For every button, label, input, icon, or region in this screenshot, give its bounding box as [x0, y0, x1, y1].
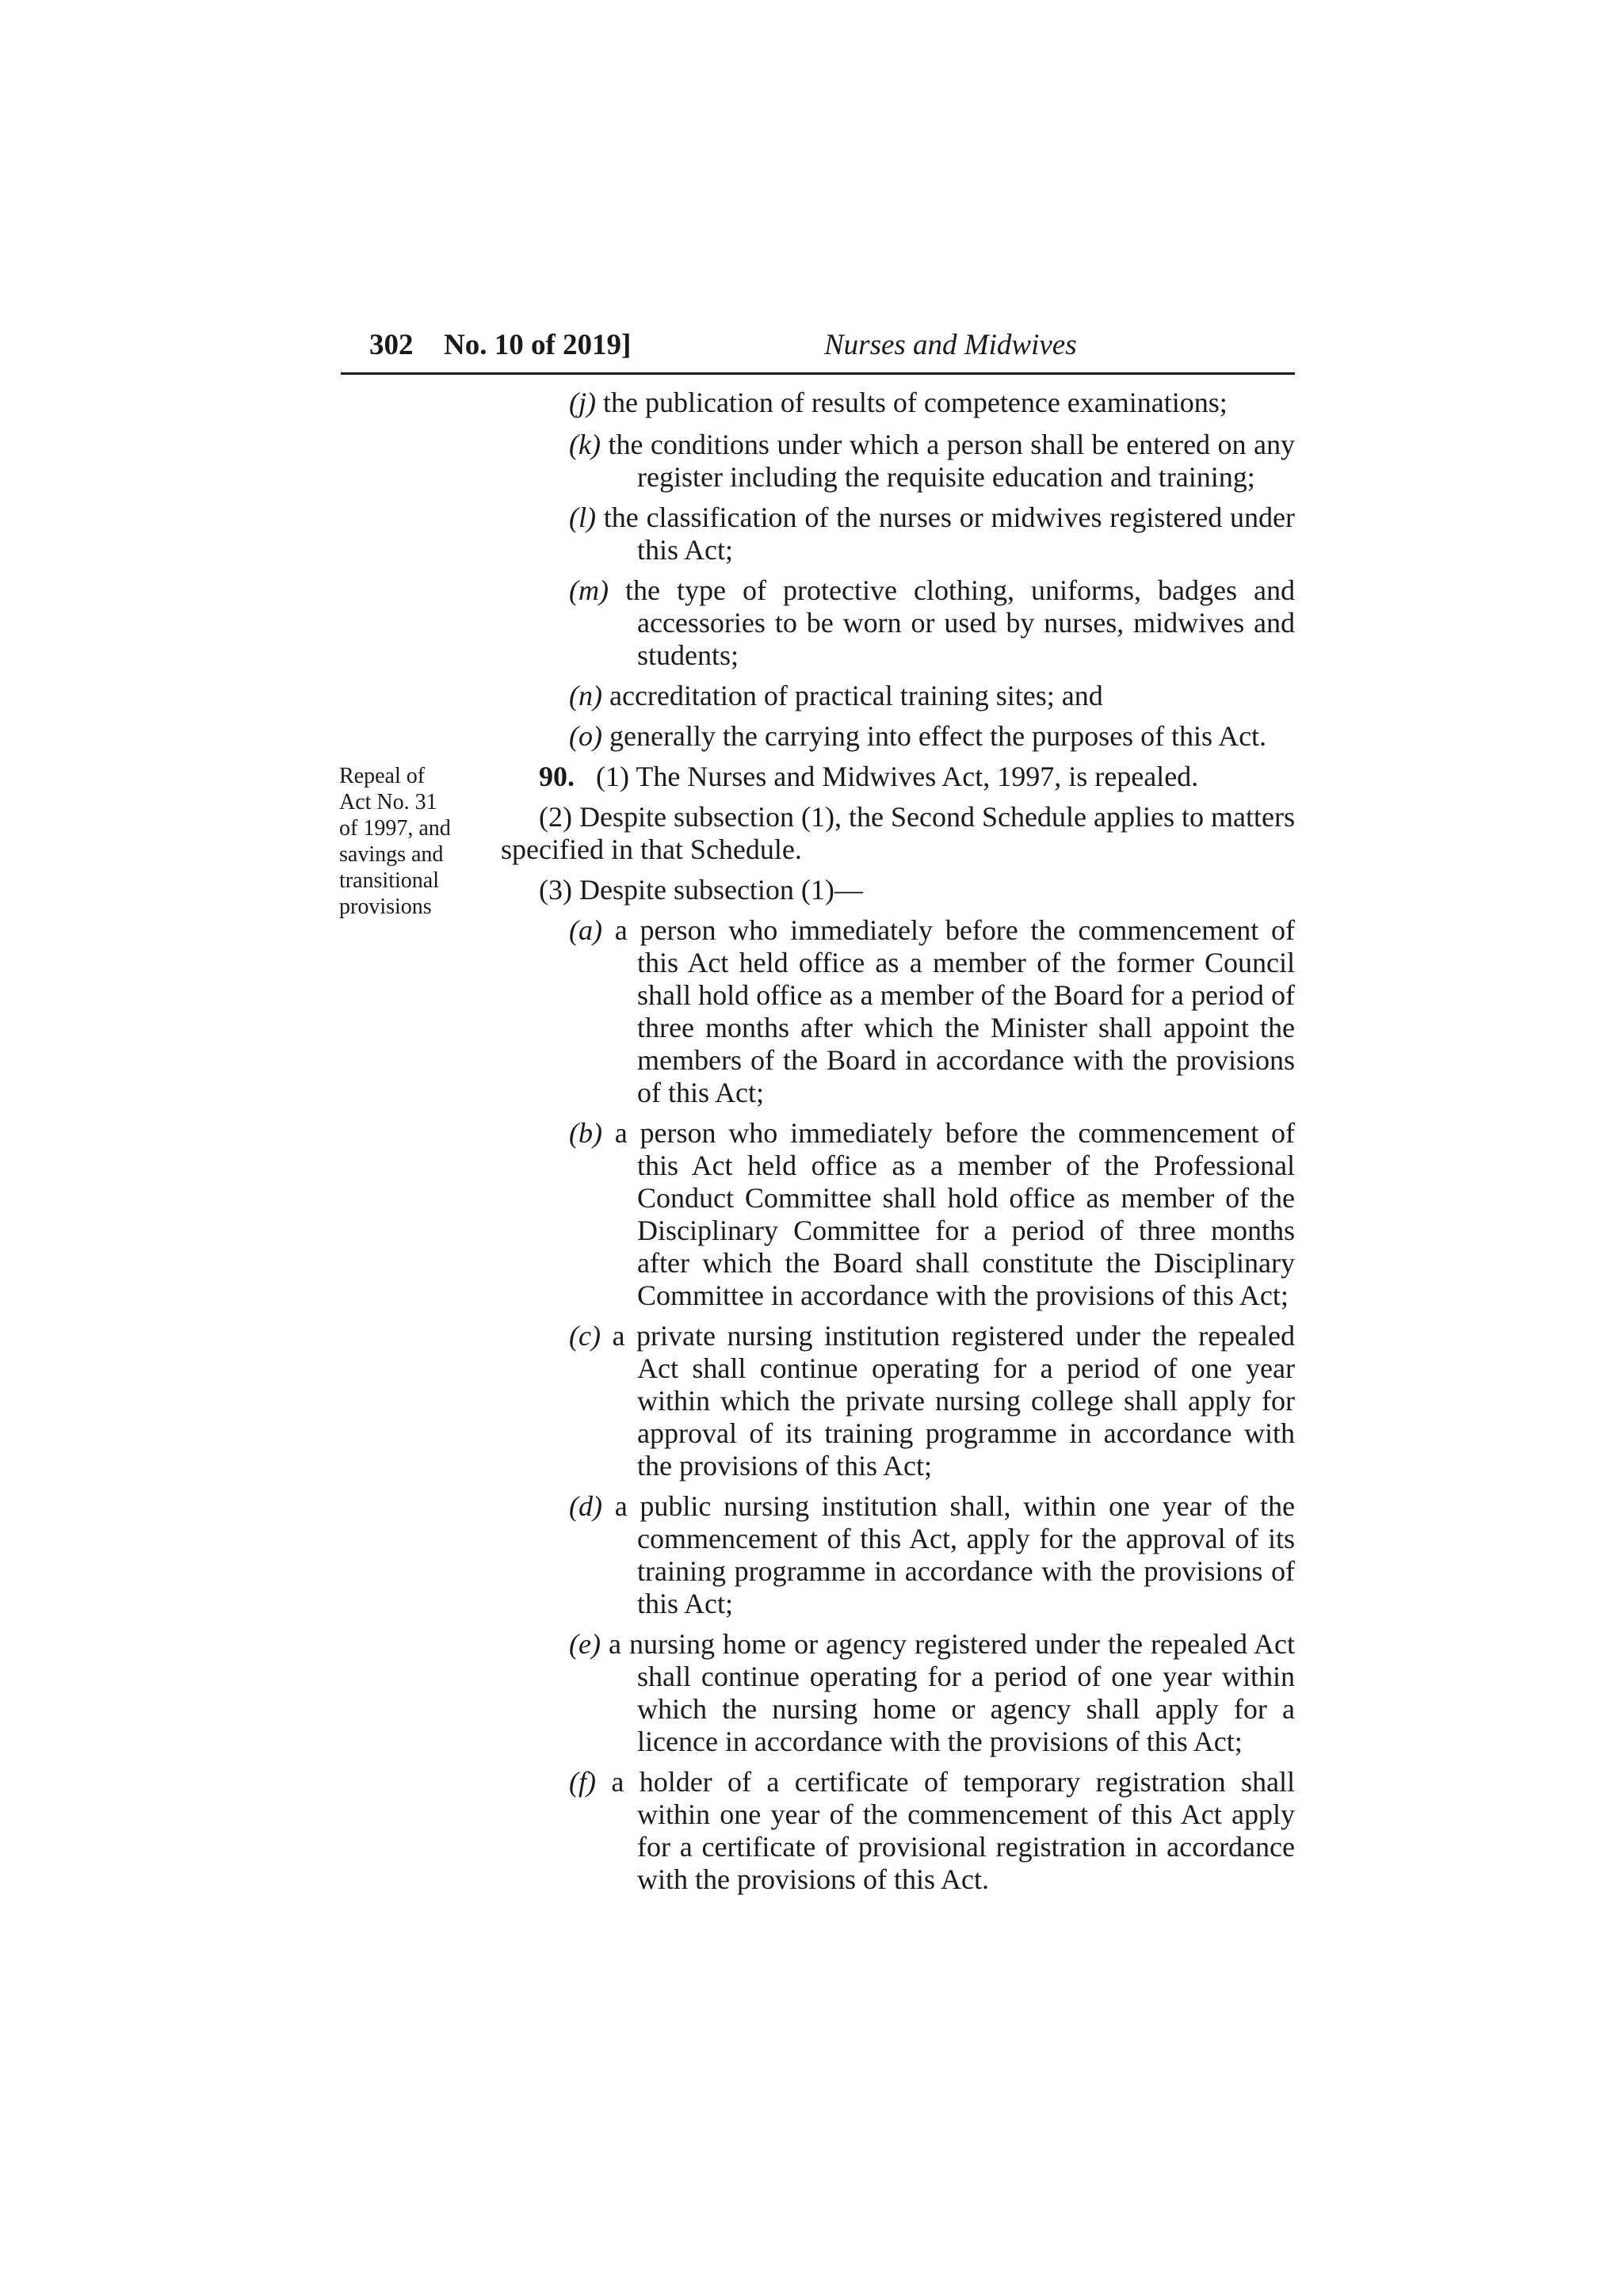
list-item — [569, 574, 1295, 672]
list-item — [569, 680, 1295, 712]
act-number: No. 10 of 2019] — [444, 329, 632, 361]
margin-note-line: of 1997, and — [339, 816, 451, 841]
item-label: (d) — [569, 1490, 602, 1522]
item-text: the type of protective clothing, uniforms, badges and accessories to be worn or used by nurses, midwives and students; — [608, 574, 1295, 671]
item-text: the publication of results of competence examinations; — [595, 387, 1228, 418]
running-title: Nurses and Midwives — [824, 329, 1077, 361]
list-item — [569, 429, 1295, 494]
item-text: the classification of the nurses or midwives registered under this Act; — [595, 502, 1295, 566]
item-label: (f) — [569, 1766, 596, 1798]
item-label: (o) — [569, 720, 602, 752]
list-item — [569, 387, 1295, 419]
list-item — [569, 1766, 1295, 1896]
item-label: (e) — [569, 1628, 601, 1660]
section-90-subsection-3: (3) Despite subsection (1)— — [539, 874, 863, 906]
item-text: a person who immediately before the commencement of this Act held office as a member of the former Council shall hold office as a member of the Board for a period of three months after which the Minister shall appoint the members of the Board in accordance with the provisions of this Act; — [601, 914, 1295, 1108]
item-label: (k) — [569, 429, 601, 460]
section-90-subsection-1 — [539, 761, 1295, 793]
subsection-text: (1) The Nurses and Midwives Act, 1997, is repealed. — [596, 761, 1199, 792]
section-90-subsection-2: (2) Despite subsection (1), the Second Schedule applies to matters specified in that Schedule. — [501, 801, 1295, 865]
margin-note-line: Act No. 31 — [339, 790, 437, 814]
margin-note-line: provisions — [339, 894, 432, 919]
item-label: (c) — [569, 1320, 601, 1352]
list-item — [569, 1117, 1295, 1312]
list-item — [569, 1490, 1295, 1620]
margin-note-line: savings and — [339, 842, 444, 867]
list-item — [569, 914, 1295, 1109]
list-item — [569, 1628, 1295, 1758]
margin-note — [339, 763, 482, 920]
item-label: (a) — [569, 914, 602, 946]
margin-note-line: Repeal of — [339, 764, 426, 788]
page-header — [341, 322, 1295, 375]
item-label: (m) — [569, 574, 609, 606]
list-item — [569, 720, 1295, 753]
item-label: (n) — [569, 680, 602, 711]
page-number: 302 — [369, 329, 414, 361]
item-label: (l) — [569, 502, 596, 533]
item-text: a public nursing institution shall, within one year of the commencement of this Act, apply for the approval of its training programme in accordance with the provisions of this Act; — [601, 1490, 1295, 1619]
section-number: 90. — [539, 761, 575, 792]
list-item — [569, 502, 1295, 566]
item-text: a nursing home or agency registered under the repealed Act shall continue operating for a period of one year within which the nursing home or agency shall apply for a licence in accordance with the provisions of this Act; — [600, 1628, 1295, 1757]
item-label: (b) — [569, 1117, 602, 1149]
item-label: (j) — [569, 387, 596, 418]
margin-note-line: transitional — [339, 868, 439, 893]
document-body — [501, 387, 1295, 1904]
item-text: generally the carrying into effect the purposes of this Act. — [601, 720, 1267, 752]
item-text: a person who immediately before the commencement of this Act held office as a member of the Professional Conduct Committee shall hold office as member of the Disciplinary Committee for a period of three months after which the Board shall constitute the Disciplinary Committee in accordance with the provisions of this Act; — [601, 1117, 1295, 1311]
item-text: a private nursing institution registered under the repealed Act shall continue operating for a period of one year within which the private nursing college shall apply for approval of its training programme in accordance with the provisions of this Act; — [600, 1320, 1295, 1482]
item-text: a holder of a certificate of temporary registration shall within one year of the commencement of this Act apply for a certificate of provisional registration in accordance with the provisions of this Act. — [595, 1766, 1295, 1895]
item-text: the conditions under which a person shall be entered on any register including the requisite education and training; — [600, 429, 1295, 493]
list-item — [569, 1320, 1295, 1482]
item-text: accreditation of practical training sites; and — [601, 680, 1103, 711]
